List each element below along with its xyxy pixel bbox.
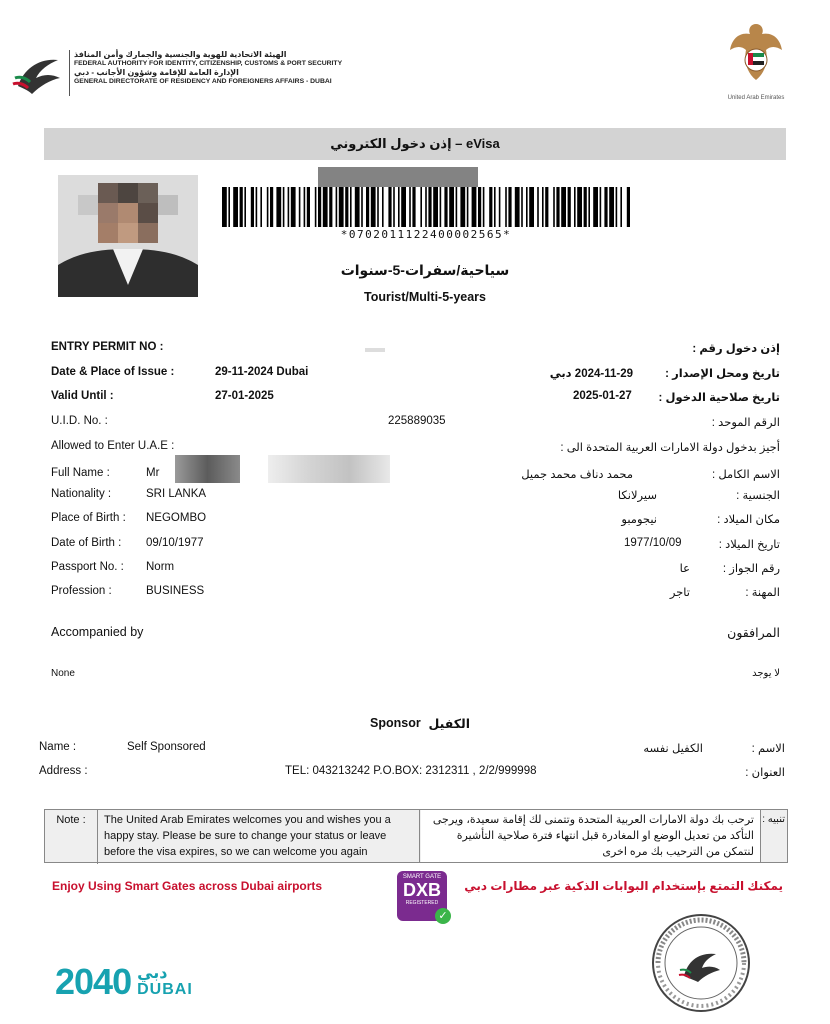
stamp-seal-icon: [650, 912, 752, 1014]
barcode-bar: [233, 187, 238, 227]
note-label: Note :: [45, 810, 98, 864]
barcode-bar: [361, 187, 363, 227]
barcode-bar: [472, 187, 477, 227]
barcode-bar: [244, 187, 246, 227]
entry-permit-label: ENTRY PERMIT NO :: [51, 341, 164, 353]
visa-type-en: Tourist/Multi-5-years: [363, 290, 486, 304]
profession-value: BUSINESS: [146, 585, 205, 597]
smart-gate-badge: [397, 871, 447, 921]
barcode-bar: [529, 187, 534, 227]
barcode-redaction: [318, 167, 478, 187]
barcode-bar: [267, 187, 269, 227]
issue-value: 29-11-2024 Dubai: [215, 366, 309, 378]
nationality-label: Nationality :: [51, 488, 112, 500]
barcode-bar: [489, 187, 492, 227]
barcode-bar: [574, 187, 576, 227]
barcode-bar: [456, 187, 458, 227]
barcode-bar: [444, 187, 447, 227]
barcode-bar: [323, 187, 328, 227]
barcode-bar: [467, 187, 469, 227]
name-redaction-1: [175, 455, 240, 483]
barcode-bar: [449, 187, 454, 227]
barcode-bar: [228, 187, 230, 227]
barcode-bar: [542, 187, 544, 227]
barcode-bar: [440, 187, 442, 227]
full-name-value-ar: محمد دناف محمد جميل: [521, 469, 633, 481]
barcode-bar: [505, 187, 507, 227]
profession-value-ar: تاجر: [669, 587, 690, 599]
barcode-number: *0702011122400002565*: [340, 228, 512, 241]
accompanied-label-ar: المرافقون: [727, 626, 780, 640]
birth-place-value-ar: نيجومبو: [621, 514, 657, 526]
barcode-bar: [371, 187, 376, 227]
profession-label: Profession :: [51, 585, 112, 597]
note-en-line: happy stay. Please be sure to change your status or leave: [104, 830, 387, 842]
sponsor-address-label: Address :: [39, 765, 88, 777]
check-icon: ✓: [435, 908, 451, 924]
entry-permit-redaction: [365, 348, 385, 352]
uae-emblem-icon: [726, 20, 786, 90]
barcode-bar: [304, 187, 306, 227]
person-photo-icon: [58, 175, 198, 297]
barcode-bar: [299, 187, 301, 227]
barcode-bar: [568, 187, 571, 227]
note-box: [44, 809, 788, 863]
smart-gates-text: Enjoy Using Smart Gates across Dubai airports: [52, 879, 323, 893]
barcode-bar: [222, 187, 227, 227]
uae-emblem: [724, 20, 788, 102]
directorate-ar: الإدارة العامة للإقامة وشؤون الأجانب - دبي: [74, 68, 239, 77]
valid-value-ar: 2025-01-27: [573, 390, 632, 402]
barcode-bar: [382, 187, 384, 227]
barcode-bar: [318, 187, 321, 227]
directorate-en: GENERAL DIRECTORATE OF RESIDENCY AND FOREIGNERS AFFAIRS - DUBAI: [74, 78, 332, 85]
accompanied-value: None: [51, 668, 75, 679]
sponsor-heading: Sponsor: [370, 716, 421, 730]
logo-en: DUBAI: [137, 981, 193, 998]
barcode-bar: [240, 187, 243, 227]
barcode-bar: [508, 187, 511, 227]
barcode-bar: [494, 187, 496, 227]
barcode-bar: [600, 187, 602, 227]
logo-number: 2040: [55, 961, 132, 1002]
birth-place-label: Place of Birth :: [51, 512, 126, 524]
note-label-ar: تنبيه :: [762, 814, 785, 825]
profession-label-ar: المهنة :: [745, 587, 780, 599]
valid-label-ar: تاريخ صلاحية الدخول :: [658, 392, 780, 404]
sponsor-address-value: TEL: 043213242 P.O.BOX: 2312311 , 2/2/999998: [285, 765, 537, 777]
barcode-bar: [483, 187, 485, 227]
barcode-bar: [329, 187, 332, 227]
name-redaction-2: [268, 455, 390, 483]
sponsor-name-label: Name :: [39, 741, 77, 753]
birth-date-label: Date of Birth :: [51, 537, 122, 549]
allowed-label-ar: أجيز بدخول دولة الامارات العربية المتحدة الى :: [560, 442, 780, 454]
barcode-bar: [537, 187, 539, 227]
barcode-bar: [460, 187, 465, 227]
barcode-bar: [478, 187, 481, 227]
barcode-bar: [398, 187, 400, 227]
barcode-bar: [336, 187, 338, 227]
barcode-bar: [401, 187, 406, 227]
note-ar-line: ترحب بك دولة الامارات العربية المتحدة وتتمنى لك إقامة سعيدة، ويرجى: [432, 814, 754, 826]
barcode-bar: [428, 187, 431, 227]
barcode-bar: [355, 187, 360, 227]
note-ar-line: التأكد من تعديل الوضع او المغادرة قبل انتهاء فترة صلاحية التأشيرة: [456, 830, 754, 842]
barcode-bar: [577, 187, 582, 227]
birth-date-label-ar: تاريخ الميلاد :: [718, 539, 780, 551]
sponsor-name-label-ar: الاسم :: [751, 743, 785, 755]
barcode-bar: [270, 187, 273, 227]
barcode-bar: [584, 187, 587, 227]
allowed-label: Allowed to Enter U.A.E :: [51, 440, 175, 452]
emblem-caption: United Arab Emirates: [727, 95, 785, 101]
dubai-2040-logo: [55, 960, 193, 1004]
barcode-bar: [283, 187, 285, 227]
uid-label: U.I.D. No. :: [51, 415, 108, 427]
barcode-bar: [291, 187, 296, 227]
falcon-icon: [10, 48, 65, 98]
barcode-bar: [315, 187, 317, 227]
barcode-bar: [251, 187, 254, 227]
barcode-bar: [307, 187, 310, 227]
authority-logo: [10, 48, 65, 98]
note-en-line: before the visa expires, so we can welcome you again: [104, 846, 368, 858]
barcode-bar: [288, 187, 290, 227]
barcode-bar: [393, 187, 395, 227]
valid-value: 27-01-2025: [215, 390, 274, 402]
passport-value-ar: عا: [679, 563, 690, 575]
logo-ar: دبي: [137, 965, 168, 982]
barcode-bar: [616, 187, 618, 227]
full-name-label: Full Name :: [51, 467, 110, 479]
authority-text: [74, 50, 342, 86]
note-text-en: [98, 810, 420, 862]
barcode-bar: [260, 187, 262, 227]
barcode-bar: [609, 187, 614, 227]
full-name-value: Mr: [146, 467, 160, 479]
birth-date-value: 09/10/1977: [146, 537, 204, 549]
barcode-bar: [604, 187, 607, 227]
passport-label: Passport No. :: [51, 561, 124, 573]
note-text-ar: [421, 810, 761, 862]
barcode-bar: [620, 187, 622, 227]
barcode-bar: [556, 187, 559, 227]
badge-main: DXB: [402, 880, 441, 900]
barcode-bar: [521, 187, 523, 227]
barcode-bar: [366, 187, 369, 227]
nationality-label-ar: الجنسية :: [736, 490, 780, 502]
barcode-bar: [593, 187, 598, 227]
barcode-bar: [339, 187, 344, 227]
authority-ar: الهيئة الاتحادية للهوية والجنسية والجمارك وأمن المنافذ: [74, 50, 287, 59]
birth-date-value-ar: 1977/10/09: [624, 537, 682, 549]
badge-bottom: REGISTERED: [405, 900, 439, 906]
uid-value: 225889035: [388, 415, 446, 427]
passport-photo: [58, 175, 198, 297]
nationality-value-ar: سيرلانكا: [617, 490, 657, 502]
sponsor-address-label-ar: العنوان :: [745, 767, 785, 779]
uid-label-ar: الرقم الموحد :: [711, 417, 780, 429]
barcode-bar: [425, 187, 427, 227]
page-title: إذن دخول الكتروني – eVisa: [44, 128, 786, 160]
full-name-label-ar: الاسم الكامل :: [711, 469, 780, 481]
barcode-bar: [499, 187, 501, 227]
passport-label-ar: رقم الجواز :: [722, 563, 780, 575]
birth-place-value: NEGOMBO: [146, 512, 207, 524]
authority-en: FEDERAL AUTHORITY FOR IDENTITY, CITIZENSHIP, CUSTOMS & PORT SECURITY: [74, 60, 343, 67]
badge-top: SMART GATE: [402, 874, 442, 880]
accompanied-label: Accompanied by: [51, 625, 144, 639]
barcode-bar: [412, 187, 415, 227]
header-divider: [69, 50, 70, 96]
issue-label-ar: تاريخ ومحل الإصدار :: [665, 368, 780, 380]
barcode-bar: [388, 187, 391, 227]
passport-value: Norm: [146, 561, 175, 573]
issue-value-ar: 2024-11-29 دبي: [549, 368, 633, 380]
accompanied-value-ar: لا يوجد: [752, 668, 780, 679]
smart-gates-text-ar: يمكنك التمتع بإستخدام البوابات الذكية عبر مطارات دبي: [464, 879, 783, 893]
barcode-bar: [627, 187, 630, 227]
barcode-bar: [350, 187, 352, 227]
barcode-bar: [256, 187, 258, 227]
barcode-bar: [345, 187, 348, 227]
barcode-bar: [377, 187, 379, 227]
barcode-bar: [588, 187, 590, 227]
visa-type-ar: سياحية/سفرات-5-سنوات: [340, 262, 510, 278]
official-stamp: [650, 912, 752, 1014]
sponsor-name-value-ar: الكفيل نفسه: [643, 743, 703, 755]
note-en-line: The United Arab Emirates welcomes you and wishes you a: [104, 814, 391, 826]
sponsor-heading-ar: الكفيل: [428, 717, 470, 731]
barcode-bar: [433, 187, 438, 227]
barcode-bar: [545, 187, 548, 227]
issue-label: Date & Place of Issue :: [51, 366, 175, 378]
barcode-bar: [515, 187, 520, 227]
barcode-bar: [553, 187, 555, 227]
note-ar-line: لنتمكن من الترحيب بك مره اخرى: [602, 846, 754, 858]
entry-permit-label-ar: إذن دخول رقم :: [692, 343, 780, 355]
barcode: [222, 187, 630, 227]
birth-place-label-ar: مكان الميلاد :: [717, 514, 780, 526]
barcode-bar: [561, 187, 566, 227]
barcode-bar: [420, 187, 422, 227]
valid-label: Valid Until :: [51, 390, 114, 402]
nationality-value: SRI LANKA: [146, 488, 207, 500]
barcode-bar: [276, 187, 281, 227]
sponsor-name-value: Self Sponsored: [127, 741, 206, 753]
barcode-bar: [409, 187, 411, 227]
barcode-bar: [526, 187, 528, 227]
